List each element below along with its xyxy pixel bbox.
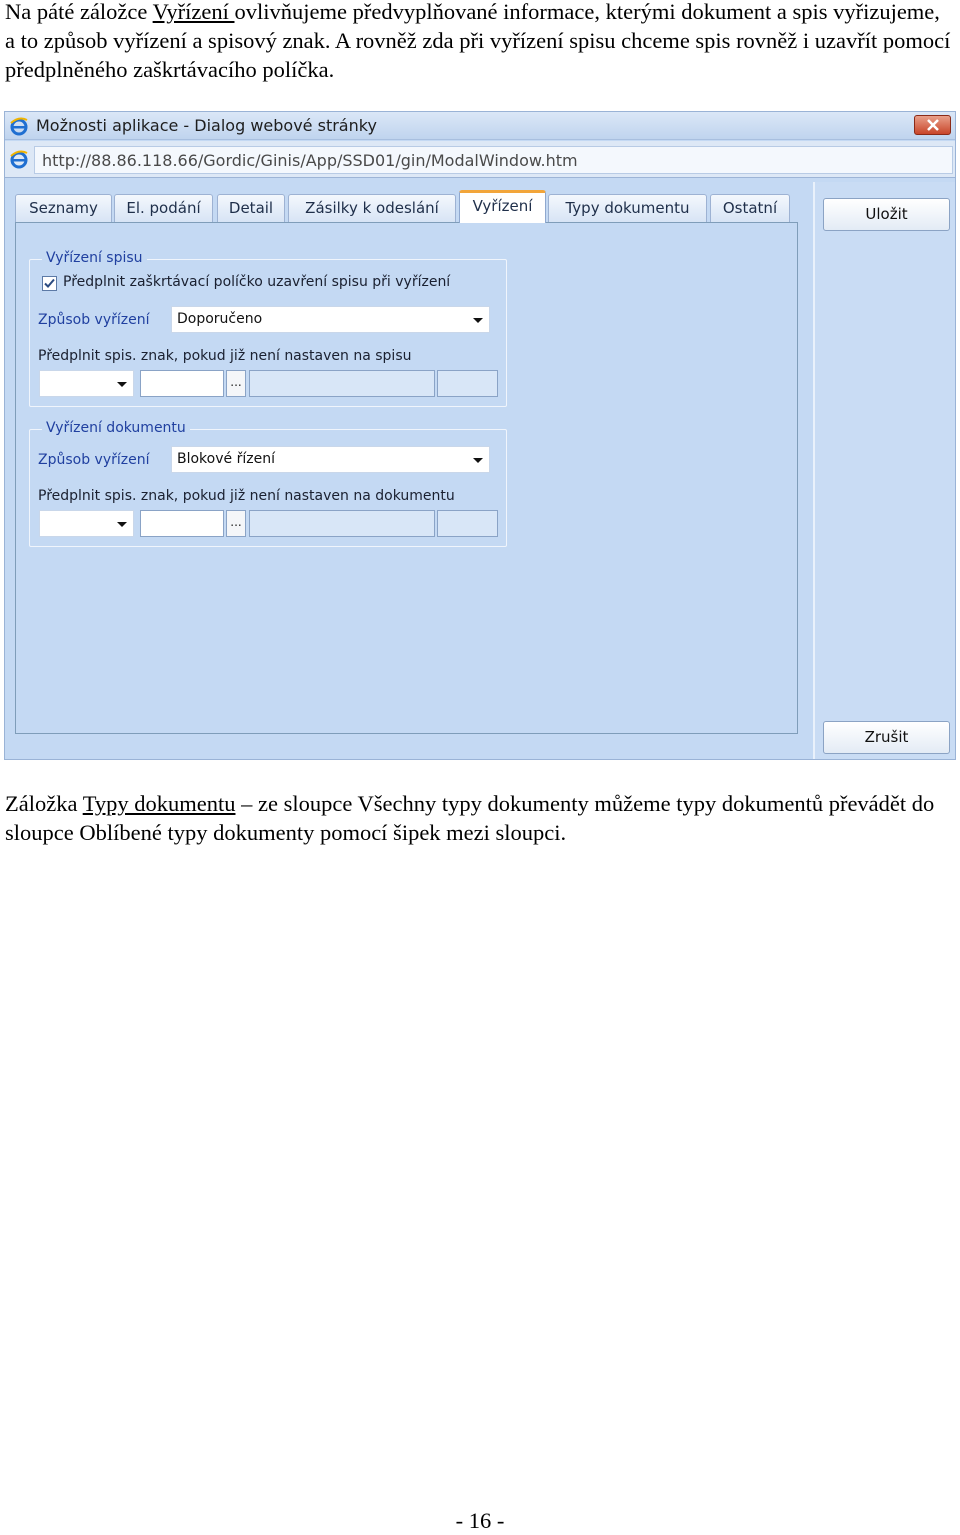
dokument-code-browse-button[interactable]: ... [226,510,246,537]
dokument-method-value: Blokové řízení [177,451,275,467]
spis-prefix-select[interactable] [39,370,134,397]
intro-link-vyrizeni: Vyřízení [152,0,235,24]
dokument-method-select[interactable] [171,446,490,473]
close-spis-label: Předplnit zaškrtávací políčko uzavření spisu při vyřízení [63,274,451,290]
tab-content-vyrizeni [15,222,798,734]
intro-text-after: ovlivňujeme předvyplňované informace, kterými dokument a spis vyřizujeme, a to způsob vyřízení a spisový znak. A rovněž zda při vyřízení spisu chceme spis rovněž i uzavřít pomocí předplněného zaškrtávacího políčka. [5,0,951,82]
dialog-titlebar [5,112,955,140]
chevron-down-icon [117,382,127,387]
spis-code-browse-button[interactable]: ... [226,370,246,397]
checkmark-icon [44,278,55,289]
intro-text-before: Na páté záložce [5,0,153,24]
options-panel [5,182,810,759]
chevron-down-icon [117,522,127,527]
dokument-prefill-label: Předplnit spis. znak, pokud již není nastaven na dokumentu [38,488,455,504]
dokument-code-input[interactable] [140,510,224,537]
spis-code-input[interactable] [140,370,224,397]
dialog-window [4,111,956,760]
tab-seznamy[interactable]: Seznamy [15,194,112,222]
cancel-button[interactable]: Zrušit [823,721,950,754]
dokument-method-label: Způsob vyřízení [38,452,150,468]
outro-paragraph [5,789,955,847]
tab-el-podani[interactable]: El. podání [114,194,213,222]
outro-link-typy-dokumentu: Typy dokumentu [82,791,236,816]
dokument-code-extra-field [437,510,498,537]
dialog-title: Možnosti aplikace - Dialog webové stránky [36,116,377,135]
chevron-down-icon [473,458,483,463]
tab-detail[interactable]: Detail [217,194,285,222]
chevron-down-icon [473,318,483,323]
spis-method-select[interactable] [171,306,490,333]
close-button[interactable] [914,115,951,135]
address-field [34,146,953,174]
close-icon [926,119,940,131]
spis-code-extra-field [437,370,498,397]
button-panel [813,182,955,759]
address-bar [5,141,955,178]
spis-method-label: Způsob vyřízení [38,312,150,328]
tab-ostatni[interactable]: Ostatní [710,194,790,222]
tab-typy-dokumentu[interactable]: Typy dokumentu [548,194,707,222]
group-vyrizeni-spisu [29,250,507,407]
page-icon [9,149,29,173]
save-button[interactable]: Uložit [823,198,950,231]
outro-text-after: – ze sloupce Všechny typy dokumenty můžeme typy dokumentů převádět do sloupce Oblíbené typy dokumenty pomocí šipek mezi sloupci. [5,791,935,845]
dokument-code-name-field [249,510,435,537]
group-title-dokument: Vyřízení dokumentu [42,420,190,436]
group-title-spis: Vyřízení spisu [42,250,147,266]
group-vyrizeni-dokumentu [29,420,507,547]
spis-code-name-field [249,370,435,397]
outro-text-before: Záložka [5,791,83,816]
address-url: http://88.86.118.66/Gordic/Ginis/App/SSD01/gin/ModalWindow.htm [42,151,578,170]
tab-zasilky-k-odeslani[interactable]: Zásilky k odeslání [288,194,456,222]
close-spis-checkbox[interactable] [42,276,57,291]
page-number: - 16 - [455,1508,505,1533]
dokument-prefix-select[interactable] [39,510,134,537]
tab-vyrizeni[interactable]: Vyřízení [459,190,546,223]
spis-method-value: Doporučeno [177,311,263,327]
intro-paragraph [5,0,955,84]
spis-prefill-label: Předplnit spis. znak, pokud již není nastaven na spisu [38,348,412,364]
ie-icon [9,116,29,140]
